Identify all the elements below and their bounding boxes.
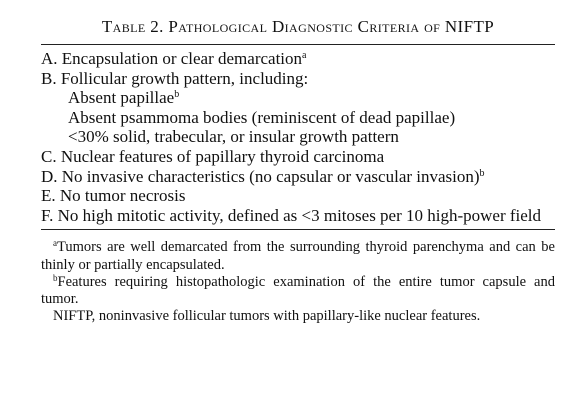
criterion-f-text: F. No high mitotic activity, defined as <3 mitoses per 10 high-power field [41, 205, 542, 225]
criterion-a-note-mark: a [302, 50, 307, 61]
footnote-a-text: Tumors are well demarcated from the surrounding thyroid parenchyma and can be thinly or partially encapsulated. [41, 239, 555, 273]
footnote-abbreviation [41, 308, 555, 325]
criterion-b-sub-1 [41, 88, 555, 108]
footnote-b-text: Features requiring histopathologic examination of the entire tumor capsule and tumor. [41, 273, 555, 307]
footnotes [41, 230, 555, 325]
footnote-a [41, 239, 555, 273]
criterion-e [41, 186, 555, 206]
footnote-abbreviation-text: NIFTP, noninvasive follicular tumors with papillary-like nuclear features. [53, 308, 481, 325]
criterion-c-text: C. Nuclear features of papillary thyroid carcinoma [41, 146, 385, 166]
diagnostic-criteria-table [41, 12, 555, 325]
criteria-list [41, 45, 555, 229]
criterion-f [41, 206, 555, 226]
criterion-b-sub-3 [41, 127, 555, 147]
footnote-a-mark: a [53, 238, 57, 249]
criterion-d [41, 167, 555, 187]
criterion-a [41, 49, 555, 69]
criterion-c [41, 147, 555, 167]
criterion-b-text: B. Follicular growth pattern, including: [41, 68, 309, 88]
table-caption: Table 2. Pathological Diagnostic Criteria of NIFTP [101, 17, 495, 36]
criterion-b-sub-2 [41, 108, 555, 128]
criterion-b-sub-3-text: <30% solid, trabecular, or insular growth pattern [68, 127, 399, 147]
criterion-e-text: E. No tumor necrosis [41, 186, 186, 206]
footnote-b-mark: b [53, 272, 58, 283]
criterion-b-sub-1-note-mark: b [174, 89, 180, 101]
criterion-d-text: D. No invasive characteristics (no capsular or vascular invasion) [41, 166, 480, 186]
footnote-b [41, 274, 555, 308]
criterion-b-sub-1-text: Absent papillae [68, 88, 175, 108]
criterion-a-text: A. Encapsulation or clear demarcation [41, 49, 303, 68]
criterion-d-note-mark: b [479, 167, 485, 179]
criterion-b [41, 69, 555, 89]
criterion-b-sub-2-text: Absent psammoma bodies (reminiscent of dead papillae) [68, 107, 456, 127]
